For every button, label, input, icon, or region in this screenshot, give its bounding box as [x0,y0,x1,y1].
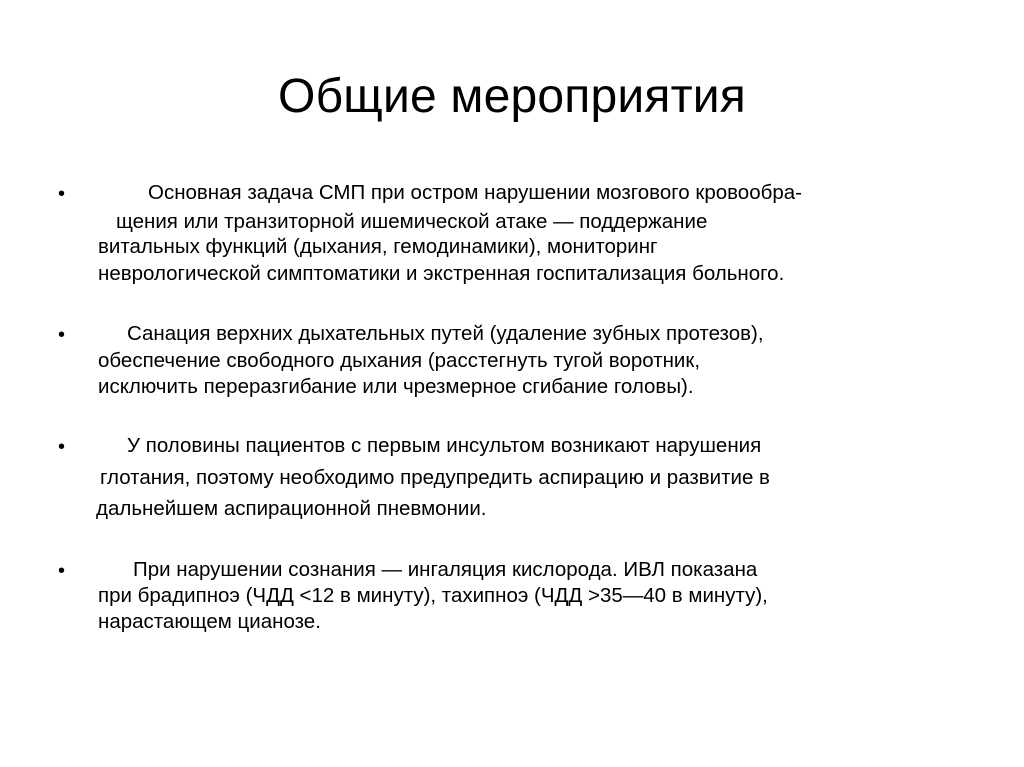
bullet-marker: • [58,560,66,582]
bullet-marker: • [58,436,66,458]
bullet-line: дальнейшем аспирационной пневмонии. [96,497,487,520]
bullet-line: обеспечение свободного дыхания (расстегнуть тугой воротник, [98,349,701,372]
bullet-line: Санация верхних дыхательных путей (удаление зубных протезов), [127,322,764,345]
bullet-line: щения или транзиторной ишемической атаке — поддержание [116,210,708,233]
bullet-line: нарастающем цианозе. [98,610,321,633]
bullet-marker: • [58,183,66,205]
bullet-line: глотания, поэтому необходимо предупредить аспирацию и развитие в [100,466,770,489]
bullet-line: При нарушении сознания — ингаляция кислорода. ИВЛ показана [133,558,758,581]
bullet-marker: • [58,324,66,346]
bullet-line: витальных функций (дыхания, гемодинамики), мониторинг [98,235,658,258]
bullet-line: неврологической симптоматики и экстренная госпитализация больного. [98,262,785,285]
bullet-line: У половины пациентов с первым инсультом возникают нарушения [127,434,762,457]
bullet-line: при брадипноэ (ЧДД <12 в минуту), тахипноэ (ЧДД >35—40 в минуту), [98,584,768,607]
bullet-line: Основная задача СМП при остром нарушении мозгового кровообра- [148,181,802,204]
slide-title: Общие мероприятия [278,70,746,123]
bullet-line: исключить переразгибание или чрезмерное сгибание головы). [98,375,694,398]
